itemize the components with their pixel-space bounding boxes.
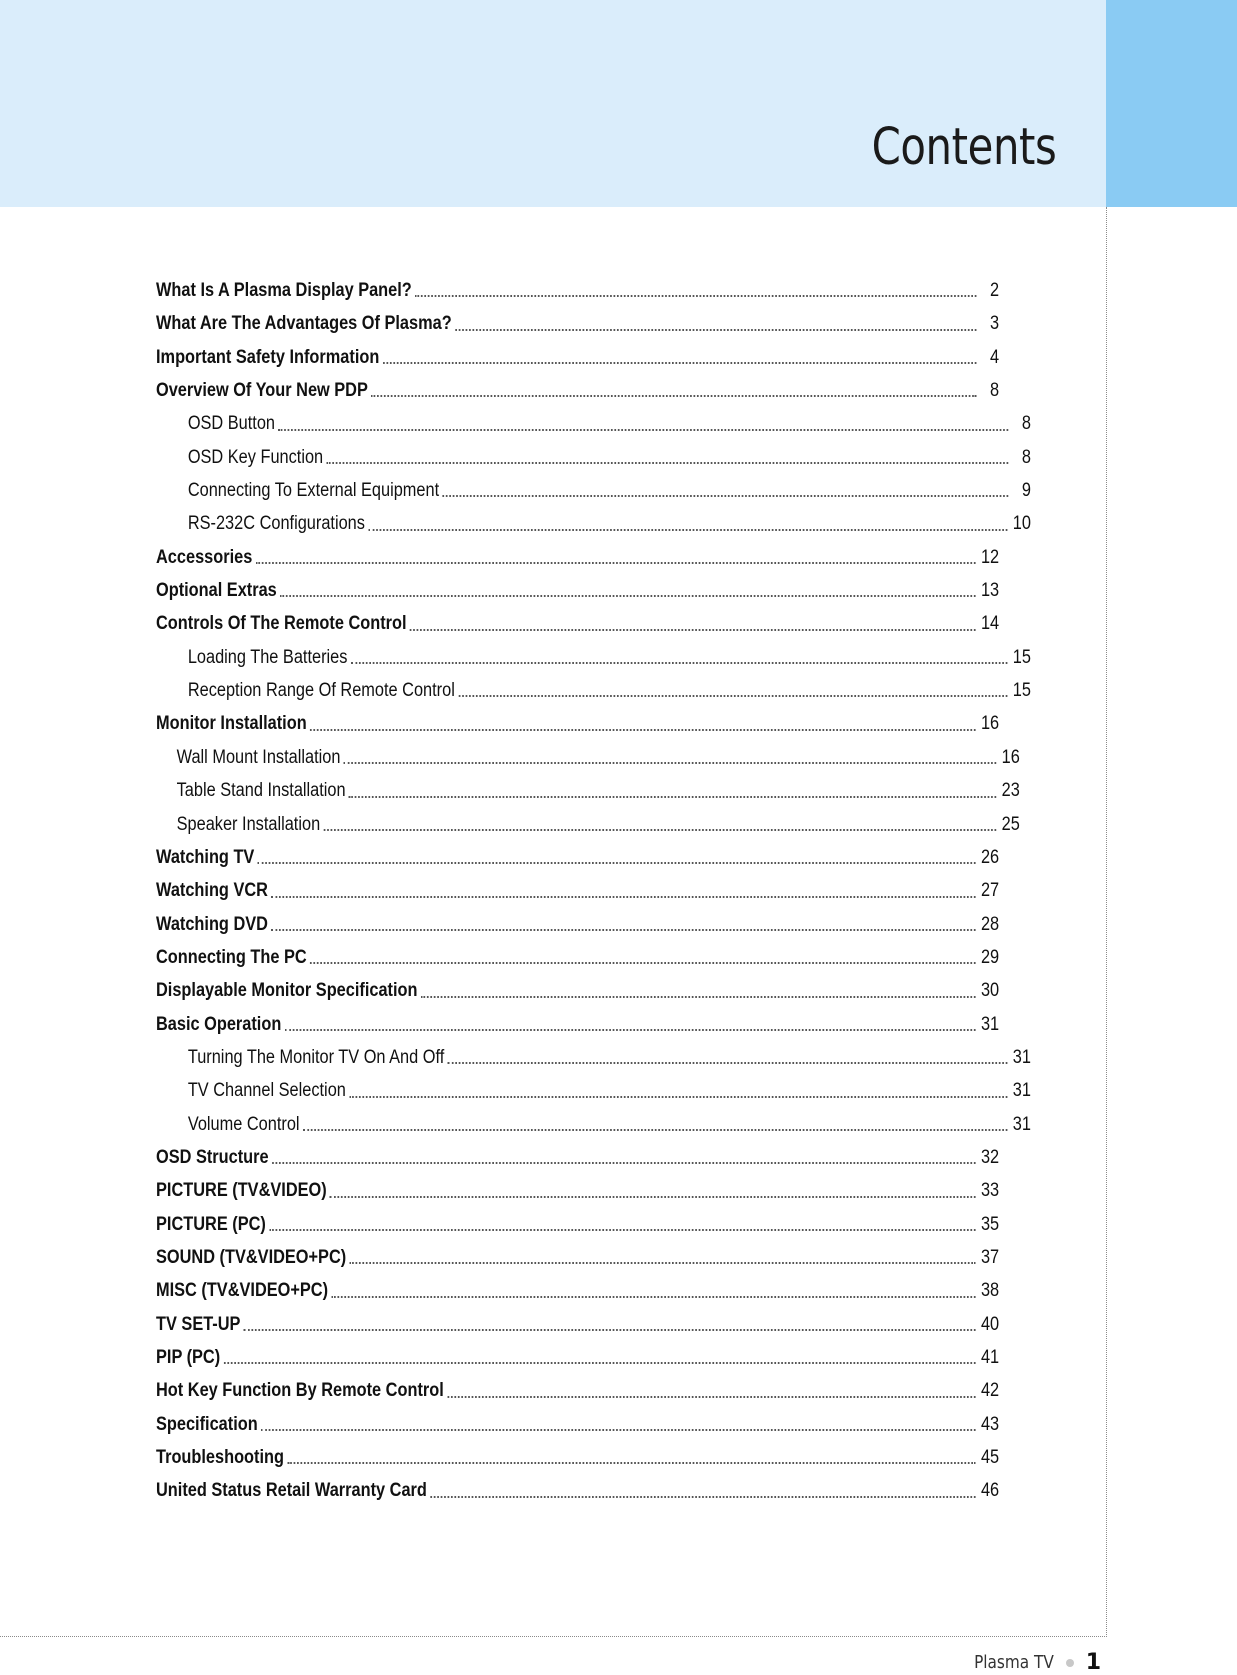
toc-entry-page: 8 <box>1021 413 1031 435</box>
toc-entry[interactable] <box>156 811 1020 844</box>
toc-entry-title: Specification <box>156 1413 258 1435</box>
toc-entry-page: 45 <box>980 1447 1000 1469</box>
toc-dot-leader <box>443 495 1009 497</box>
toc-dot-leader <box>287 1462 975 1464</box>
toc-entry-page: 31 <box>1012 1046 1031 1068</box>
toc-entry-title: Speaker Installation <box>176 813 321 835</box>
toc-entry-title: Monitor Installation <box>156 713 307 735</box>
toc-entry-page: 23 <box>1001 780 1020 802</box>
toc-entry-title: OSD Structure <box>156 1146 269 1168</box>
toc-dot-leader <box>415 295 977 297</box>
toc-entry[interactable] <box>156 444 1031 477</box>
toc-dot-leader <box>331 1296 975 1298</box>
toc-entry-title: Optional Extras <box>156 580 277 602</box>
toc-entry[interactable] <box>156 710 999 743</box>
toc-entry[interactable] <box>156 1244 999 1277</box>
toc-entry-title: RS-232C Configurations <box>187 513 365 535</box>
toc-entry-page: 33 <box>980 1180 1000 1202</box>
toc-entry[interactable] <box>156 844 999 877</box>
toc-entry-title: What Is A Plasma Display Panel? <box>156 280 412 301</box>
toc-dot-leader <box>368 529 1007 531</box>
page-number: 1 <box>1085 1650 1101 1675</box>
toc-entry-page: 30 <box>980 980 1000 1002</box>
toc-entry[interactable] <box>156 944 999 977</box>
toc-dot-leader <box>447 1396 976 1398</box>
toc-entry-title: Volume Control <box>187 1113 300 1135</box>
toc-entry[interactable] <box>156 1144 999 1177</box>
toc-entry[interactable] <box>156 310 999 343</box>
toc-entry-page: 13 <box>980 580 1000 602</box>
horizontal-dotted-divider <box>0 1636 1107 1637</box>
toc-dot-leader <box>269 1229 976 1231</box>
toc-entry[interactable] <box>156 344 999 377</box>
toc-entry-title: Connecting To External Equipment <box>187 480 440 502</box>
toc-entry-title: Important Safety Information <box>156 346 380 368</box>
toc-entry-page: 14 <box>980 613 1000 635</box>
toc-entry[interactable] <box>156 777 1020 810</box>
toc-dot-leader <box>285 1029 976 1031</box>
toc-entry[interactable] <box>156 277 999 310</box>
toc-entry-page: 2 <box>990 280 1000 301</box>
toc-entry[interactable] <box>156 877 999 910</box>
toc-dot-leader <box>351 662 1008 664</box>
toc-dot-leader <box>383 362 977 364</box>
toc-dot-leader <box>244 1329 976 1331</box>
toc-entry-title: OSD Key Function <box>187 446 324 468</box>
toc-entry[interactable] <box>156 1111 1031 1144</box>
toc-dot-leader <box>303 1129 1008 1131</box>
toc-entry[interactable] <box>156 1177 999 1210</box>
toc-entry-title: Troubleshooting <box>156 1447 284 1469</box>
toc-entry-page: 35 <box>980 1213 1000 1235</box>
toc-dot-leader <box>258 862 976 864</box>
toc-entry-page: 31 <box>1012 1080 1031 1102</box>
toc-entry-title: Turning The Monitor TV On And Off <box>187 1046 445 1068</box>
toc-entry[interactable] <box>156 1044 1031 1077</box>
toc-dot-leader <box>310 962 976 964</box>
toc-entry-page: 3 <box>990 313 1000 335</box>
toc-entry[interactable] <box>156 410 1031 443</box>
toc-entry[interactable] <box>156 577 999 610</box>
toc-entry-page: 28 <box>980 913 1000 935</box>
toc-entry[interactable] <box>156 744 1020 777</box>
toc-entry-title: TV SET-UP <box>156 1313 241 1335</box>
toc-entry[interactable] <box>156 1377 999 1410</box>
toc-entry-page: 27 <box>980 880 1000 902</box>
toc-entry[interactable] <box>156 1344 999 1377</box>
toc-entry[interactable] <box>156 610 999 643</box>
toc-entry-title: Overview Of Your New PDP <box>156 380 368 402</box>
toc-dot-leader <box>458 695 1007 697</box>
toc-entry[interactable] <box>156 544 999 577</box>
toc-entry-page: 25 <box>1001 813 1020 835</box>
side-tab <box>1106 0 1237 207</box>
toc-entry-title: Connecting The PC <box>156 946 307 968</box>
toc-dot-leader <box>261 1429 976 1431</box>
toc-entry-page: 31 <box>1012 1113 1031 1135</box>
toc-entry-page: 15 <box>1012 646 1031 668</box>
toc-entry-title: Reception Range Of Remote Control <box>187 680 455 702</box>
toc-entry-page: 37 <box>980 1246 1000 1268</box>
toc-entry[interactable] <box>156 377 999 410</box>
toc-entry-page: 15 <box>1012 680 1031 702</box>
toc-entry-title: TV Channel Selection <box>187 1080 346 1102</box>
toc-entry-title: What Are The Advantages Of Plasma? <box>156 313 452 335</box>
toc-dot-leader <box>271 929 975 931</box>
toc-dot-leader <box>349 1096 1007 1098</box>
toc-dot-leader <box>280 595 976 597</box>
toc-entry-page: 12 <box>980 546 1000 568</box>
toc-entry[interactable] <box>156 477 1031 510</box>
toc-entry-title: Wall Mount Installation <box>176 746 341 768</box>
toc-dot-leader <box>330 1196 976 1198</box>
toc-dot-leader <box>278 429 1008 431</box>
toc-dot-leader <box>430 1496 975 1498</box>
toc-entry-title: Controls Of The Remote Control <box>156 613 407 635</box>
toc-dot-leader <box>310 729 976 731</box>
toc-dot-leader <box>324 829 997 831</box>
toc-entry-page: 9 <box>1021 480 1031 502</box>
toc-entry[interactable] <box>156 1411 999 1444</box>
toc-entry-page: 46 <box>980 1480 1000 1502</box>
toc-entry[interactable] <box>156 1311 999 1344</box>
toc-entry-title: Accessories <box>156 546 253 568</box>
toc-entry-page: 8 <box>990 380 1000 402</box>
toc-dot-leader <box>371 395 976 397</box>
toc-entry-page: 26 <box>980 846 1000 868</box>
toc-entry-title: PICTURE (TV&VIDEO) <box>156 1180 327 1202</box>
toc-entry[interactable] <box>156 1277 999 1310</box>
toc-entry-page: 38 <box>980 1280 1000 1302</box>
toc-entry-page: 42 <box>980 1380 1000 1402</box>
toc-dot-leader <box>421 996 976 998</box>
toc-dot-leader <box>349 796 996 798</box>
toc-entry-page: 29 <box>980 946 1000 968</box>
toc-entry-page: 32 <box>980 1146 1000 1168</box>
toc-entry-title: PICTURE (PC) <box>156 1213 266 1235</box>
toc-entry[interactable] <box>156 1444 999 1477</box>
toc-dot-leader <box>271 896 975 898</box>
toc-entry-page: 41 <box>980 1347 1000 1368</box>
toc-dot-leader <box>410 629 976 631</box>
table-of-contents <box>156 277 1031 1511</box>
toc-entry-title: Watching DVD <box>156 913 268 935</box>
toc-entry-title: Basic Operation <box>156 1013 282 1035</box>
toc-dot-leader <box>256 562 976 564</box>
toc-entry-page: 31 <box>980 1013 1000 1035</box>
toc-dot-leader <box>455 329 977 331</box>
toc-dot-leader <box>327 462 1009 464</box>
toc-entry[interactable] <box>156 977 999 1010</box>
toc-entry-title: PIP (PC) <box>156 1347 221 1368</box>
toc-entry-title: Loading The Batteries <box>187 646 348 668</box>
toc-entry-title: OSD Button <box>187 413 276 435</box>
toc-entry[interactable] <box>156 1477 999 1510</box>
toc-entry[interactable] <box>156 510 1031 543</box>
toc-entry-title: Watching VCR <box>156 880 268 902</box>
footer-bullet-icon <box>1066 1659 1074 1667</box>
toc-entry-page: 40 <box>980 1313 1000 1335</box>
toc-entry[interactable] <box>156 911 999 944</box>
toc-entry[interactable] <box>156 1011 999 1044</box>
toc-entry-title: United Status Retail Warranty Card <box>156 1480 427 1502</box>
toc-entry-title: Hot Key Function By Remote Control <box>156 1380 444 1402</box>
page-title: Contents <box>871 118 1056 177</box>
footer-product-label: Plasma TV <box>973 1652 1054 1673</box>
toc-entry[interactable] <box>156 677 1031 710</box>
toc-entry-title: Displayable Monitor Specification <box>156 980 418 1002</box>
toc-entry-page: 8 <box>1021 446 1031 468</box>
toc-dot-leader <box>344 762 997 764</box>
toc-entry-page: 10 <box>1012 513 1031 535</box>
toc-entry-page: 16 <box>980 713 1000 735</box>
vertical-dotted-divider <box>1106 207 1107 1637</box>
toc-dot-leader <box>350 1262 976 1264</box>
toc-entry-page: 43 <box>980 1413 1000 1435</box>
toc-dot-leader <box>272 1162 976 1164</box>
toc-entry-page: 4 <box>990 346 1000 368</box>
page-footer <box>960 1650 1101 1675</box>
toc-entry-title: Watching TV <box>156 846 255 868</box>
toc-entry-page: 16 <box>1001 746 1020 768</box>
toc-dot-leader <box>448 1062 1008 1064</box>
toc-entry-title: MISC (TV&VIDEO+PC) <box>156 1280 329 1302</box>
toc-dot-leader <box>224 1362 976 1364</box>
toc-entry-title: SOUND (TV&VIDEO+PC) <box>156 1246 347 1268</box>
toc-entry-title: Table Stand Installation <box>176 780 346 802</box>
toc-entry[interactable] <box>156 644 1031 677</box>
toc-entry[interactable] <box>156 1077 1031 1110</box>
toc-entry[interactable] <box>156 1211 999 1244</box>
